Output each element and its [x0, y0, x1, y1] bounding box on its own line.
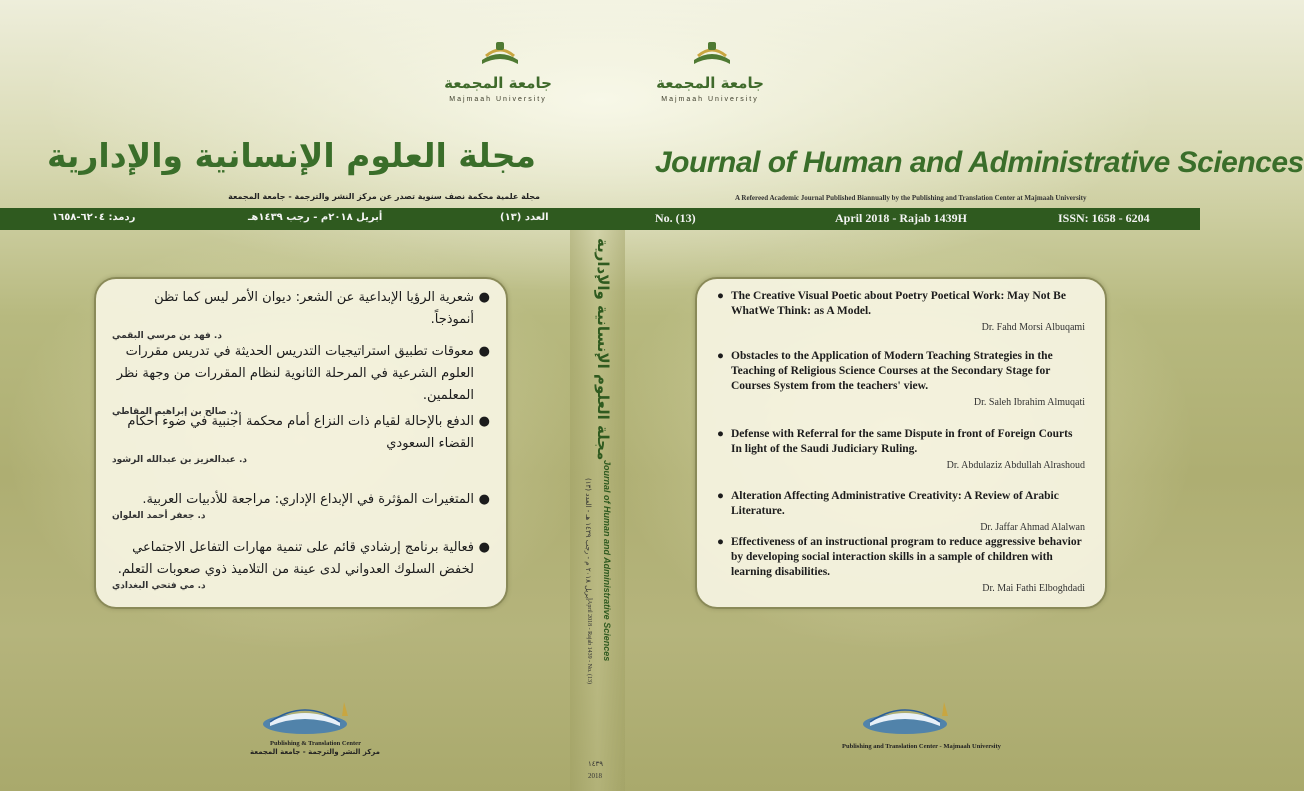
list-item — [717, 489, 1085, 533]
bullet-icon: ● — [717, 536, 724, 548]
spine-year-en: 2018 — [588, 772, 602, 780]
list-item — [717, 349, 1085, 408]
article-title: معوقات تطبيق استراتيجيات التدريس الحديثة في تدريس مقررات العلوم الشرعية في المرحلة الثانوية لنظام المقررات من وجهة نظر المعلمين. — [116, 344, 474, 403]
article-title: Effectiveness of an instructional program to reduce aggressive behavior by developing social interaction skills in a sample of children with learning disabilities. — [731, 536, 1082, 578]
university-name-ar: جامعة المجمعة — [656, 74, 764, 92]
bullet-icon: ● — [717, 290, 724, 302]
article-author: د. مي فتحي البغدادي — [112, 581, 206, 591]
spine-issue-ar: أبريل ٢٠١٨ م - رجب ١٤٣٩ هـ - العدد (١٣) — [584, 478, 592, 601]
date-ar: أبريل ٢٠١٨م - رجب ١٤٣٩هـ — [248, 212, 383, 223]
front-university-logo — [640, 40, 780, 120]
article-author: د. جعفر أحمد العلوان — [112, 511, 206, 521]
spine-year-ar: ١٤٣٩ — [588, 760, 604, 768]
journal-title-ar: مجلة العلوم الإنسانية والإدارية — [46, 136, 536, 175]
university-name-ar: جامعة المجمعة — [444, 74, 552, 92]
article-author: د. عبدالعزيز بن عبدالله الرشود — [112, 455, 247, 465]
spine-title-en: Journal of Human and Administrative Sciences — [602, 460, 612, 662]
university-name-en: Majmaah University — [661, 96, 759, 103]
university-name-en: Majmaah University — [449, 96, 547, 103]
article-author: د. صالح بن إبراهيم المقاطي — [112, 407, 239, 417]
list-item — [112, 489, 490, 521]
article-author: د. فهد بن مرسي البقمي — [112, 331, 222, 341]
bullet-icon: ● — [478, 290, 490, 305]
list-item — [717, 427, 1085, 471]
publisher-caption-ar-back: مركز النشر والترجمة - جامعة المجمعة — [250, 748, 380, 756]
article-title: المتغيرات المؤثرة في الإبداع الإداري: مراجعة للأدبيات العربية. — [142, 492, 474, 507]
bullet-icon: ● — [717, 490, 724, 502]
journal-subtitle-ar: مجلة علمية محكمة نصف سنوية تصدر عن مركز النشر والترجمة - جامعة المجمعة — [228, 192, 540, 201]
article-author: Dr. Abdulaziz Abdullah Alrashoud — [946, 460, 1085, 471]
bullet-icon: ● — [717, 428, 724, 440]
date-en: April 2018 - Rajab 1439H — [835, 211, 967, 225]
list-item — [112, 537, 490, 591]
bullet-icon: ● — [478, 344, 490, 359]
article-title: Obstacles to the Application of Modern Teaching Strategies in the Teaching of Religious Science Courses at the Secondary Stage for Courses System from the teachers' view. — [731, 350, 1053, 392]
issn-en: ISSN: 1658 - 6204 — [1058, 211, 1150, 225]
info-band — [0, 208, 1200, 230]
list-item — [717, 289, 1085, 333]
article-title: Alteration Affecting Administrative Creativity: A Review of Arabic Literature. — [731, 490, 1059, 517]
article-title: The Creative Visual Poetic about Poetry Poetical Work: May Not Be WhatWe Think: as A Model. — [731, 290, 1066, 317]
list-item — [112, 411, 490, 465]
spine-title-ar: مجلة العلوم الإنسانية والإدارية — [594, 238, 612, 461]
open-book-icon — [250, 694, 360, 740]
bullet-icon: ● — [478, 540, 490, 555]
article-author: Dr. Jaffar Ahmad Alalwan — [980, 522, 1085, 533]
article-title: الدفع بالإحالة لقيام ذات النزاع أمام محكمة أجنبية في ضوء أحكام القضاء السعودي — [127, 414, 474, 451]
article-title: فعالية برنامج إرشادي قائم على تنمية مهارات التفاعل الاجتماعي لخفض السلوك العدواني لدى عينة من التلاميذ ذوي صعوبات التعلم. — [117, 540, 474, 577]
publisher-caption-en-back: Publishing & Translation Center — [270, 740, 361, 747]
issue-en: No. (13) — [655, 211, 696, 225]
article-title: شعرية الرؤيا الإبداعية عن الشعر: ديوان الأمر ليس كما تظن أنموذجاً. — [154, 290, 474, 327]
back-university-logo — [428, 40, 568, 120]
article-author: Dr. Mai Fathi Elboghdadi — [982, 583, 1085, 594]
bullet-icon: ● — [478, 492, 490, 507]
publisher-caption-en-front: Publishing and Translation Center - Majmaah University — [842, 743, 1001, 750]
contents-box-ar — [94, 277, 508, 609]
journal-subtitle-en: A Refereed Academic Journal Published Biannually by the Publishing and Translation Center at Majmaah University — [735, 194, 1087, 202]
list-item — [112, 341, 490, 417]
bullet-icon: ● — [717, 350, 724, 362]
article-author: Dr. Fahd Morsi Albuqami — [981, 322, 1085, 333]
spine — [570, 230, 625, 791]
journal-title-en: Journal of Human and Administrative Sciences — [655, 146, 1304, 179]
book-emblem-icon — [690, 40, 734, 72]
article-author: Dr. Saleh Ibrahim Almuqati — [973, 397, 1085, 408]
article-title: Defense with Referral for the same Dispute in front of Foreign Courts In light of the Saudi Judiciary Ruling. — [731, 428, 1073, 455]
spine-issue-en: April 2018 - Rajab 1439 - No. (13) — [586, 600, 592, 684]
list-item — [717, 535, 1085, 594]
book-emblem-icon — [478, 40, 522, 72]
open-book-icon — [850, 694, 960, 740]
issn-ar: ردمد: ٦٢٠٤-١٦٥٨ — [52, 212, 136, 223]
bullet-icon: ● — [478, 414, 490, 429]
contents-box-en — [695, 277, 1107, 609]
issue-ar: العدد (١٣) — [500, 212, 549, 223]
list-item — [112, 287, 490, 341]
